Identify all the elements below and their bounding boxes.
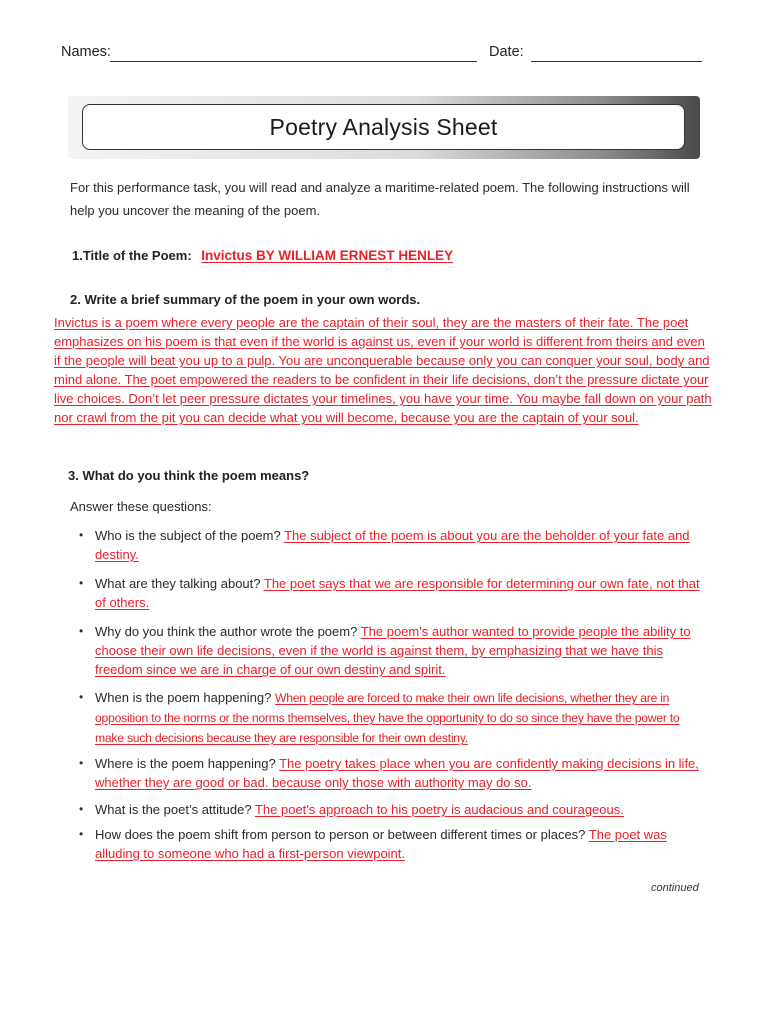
answer-text: The poetry takes place when you are confidently making decisions in life, whether they are good or bad. because only those with authority may do so. bbox=[95, 756, 699, 790]
list-item bbox=[76, 688, 706, 748]
list-item bbox=[76, 825, 706, 863]
date-label: Date: bbox=[489, 44, 524, 60]
list-item bbox=[76, 526, 706, 564]
list-item bbox=[76, 574, 706, 612]
names-field[interactable] bbox=[110, 61, 477, 62]
answer-text: The poet was alluding to someone who had a first-person viewpoint. bbox=[95, 827, 667, 861]
answer-text: The poem's author wanted to provide people the ability to choose their own life decisions, even if the world is against them, by emphasizing that we have this freedom since we are in charge of our own destiny and spirit. bbox=[95, 624, 691, 677]
list-item bbox=[76, 754, 706, 792]
q1-answer: Invictus BY WILLIAM ERNEST HENLEY bbox=[201, 248, 454, 263]
answer-text: The poet says that we are responsible for determining our own fate, not that of others. bbox=[95, 576, 700, 610]
question-text: Who is the subject of the poem? bbox=[95, 528, 285, 543]
q1-block bbox=[72, 248, 453, 263]
names-label: Names: bbox=[61, 44, 111, 60]
q2-answer: Invictus is a poem where every people are the captain of their soul, they are the masters of their fate. The poet emphasizes on his poem is that even if the world is against us, even if your world is different from theirs and even if the people will beat you up to a pulp. You are unconquerable because only you can conquer your soul, body and mind alone. The poet empowered the readers to be confident in their life decisions, don’t the pressure dictate your live choices. Don’t let peer pressure dictates your timelines, you have your time. You maybe fall down on your path nor crawl from the pit you can decide what you will become, because you are the captain of your soul. bbox=[54, 315, 712, 425]
continued-label: continued bbox=[651, 882, 699, 894]
q3-label: 3. What do you think the poem means? bbox=[68, 468, 310, 483]
question-text: Where is the poem happening? bbox=[95, 756, 280, 771]
answer-text: When people are forced to make their own life decisions, whether they are in opposition to the norms or the norms themselves, they have the opportunity to do so since they have the power to make such decisions because they are responsible for their own destiny. bbox=[95, 691, 680, 745]
answer-text: The subject of the poem is about you are the beholder of your fate and destiny. bbox=[95, 528, 690, 562]
question-text: Why do you think the author wrote the poem? bbox=[95, 624, 361, 639]
question-text: When is the poem happening? bbox=[95, 690, 275, 705]
q1-label: 1.Title of the Poem: bbox=[72, 248, 192, 263]
q2-label: 2. Write a brief summary of the poem in your own words. bbox=[70, 292, 421, 307]
answer-text: The poet's approach to his poetry is audacious and courageous. bbox=[254, 802, 624, 817]
question-text: What is the poet’s attitude? bbox=[95, 802, 255, 817]
list-item bbox=[76, 800, 706, 819]
date-field[interactable] bbox=[531, 61, 702, 62]
intro-text: For this performance task, you will read and analyze a maritime-related poem. The following instructions will help you uncover the meaning of the poem. bbox=[70, 180, 690, 218]
question-text: How does the poem shift from person to person or between different times or places? bbox=[95, 827, 589, 842]
answer-intro: Answer these questions: bbox=[70, 499, 212, 514]
page-title: Poetry Analysis Sheet bbox=[269, 114, 498, 140]
question-text: What are they talking about? bbox=[95, 576, 264, 591]
list-item bbox=[76, 622, 706, 679]
